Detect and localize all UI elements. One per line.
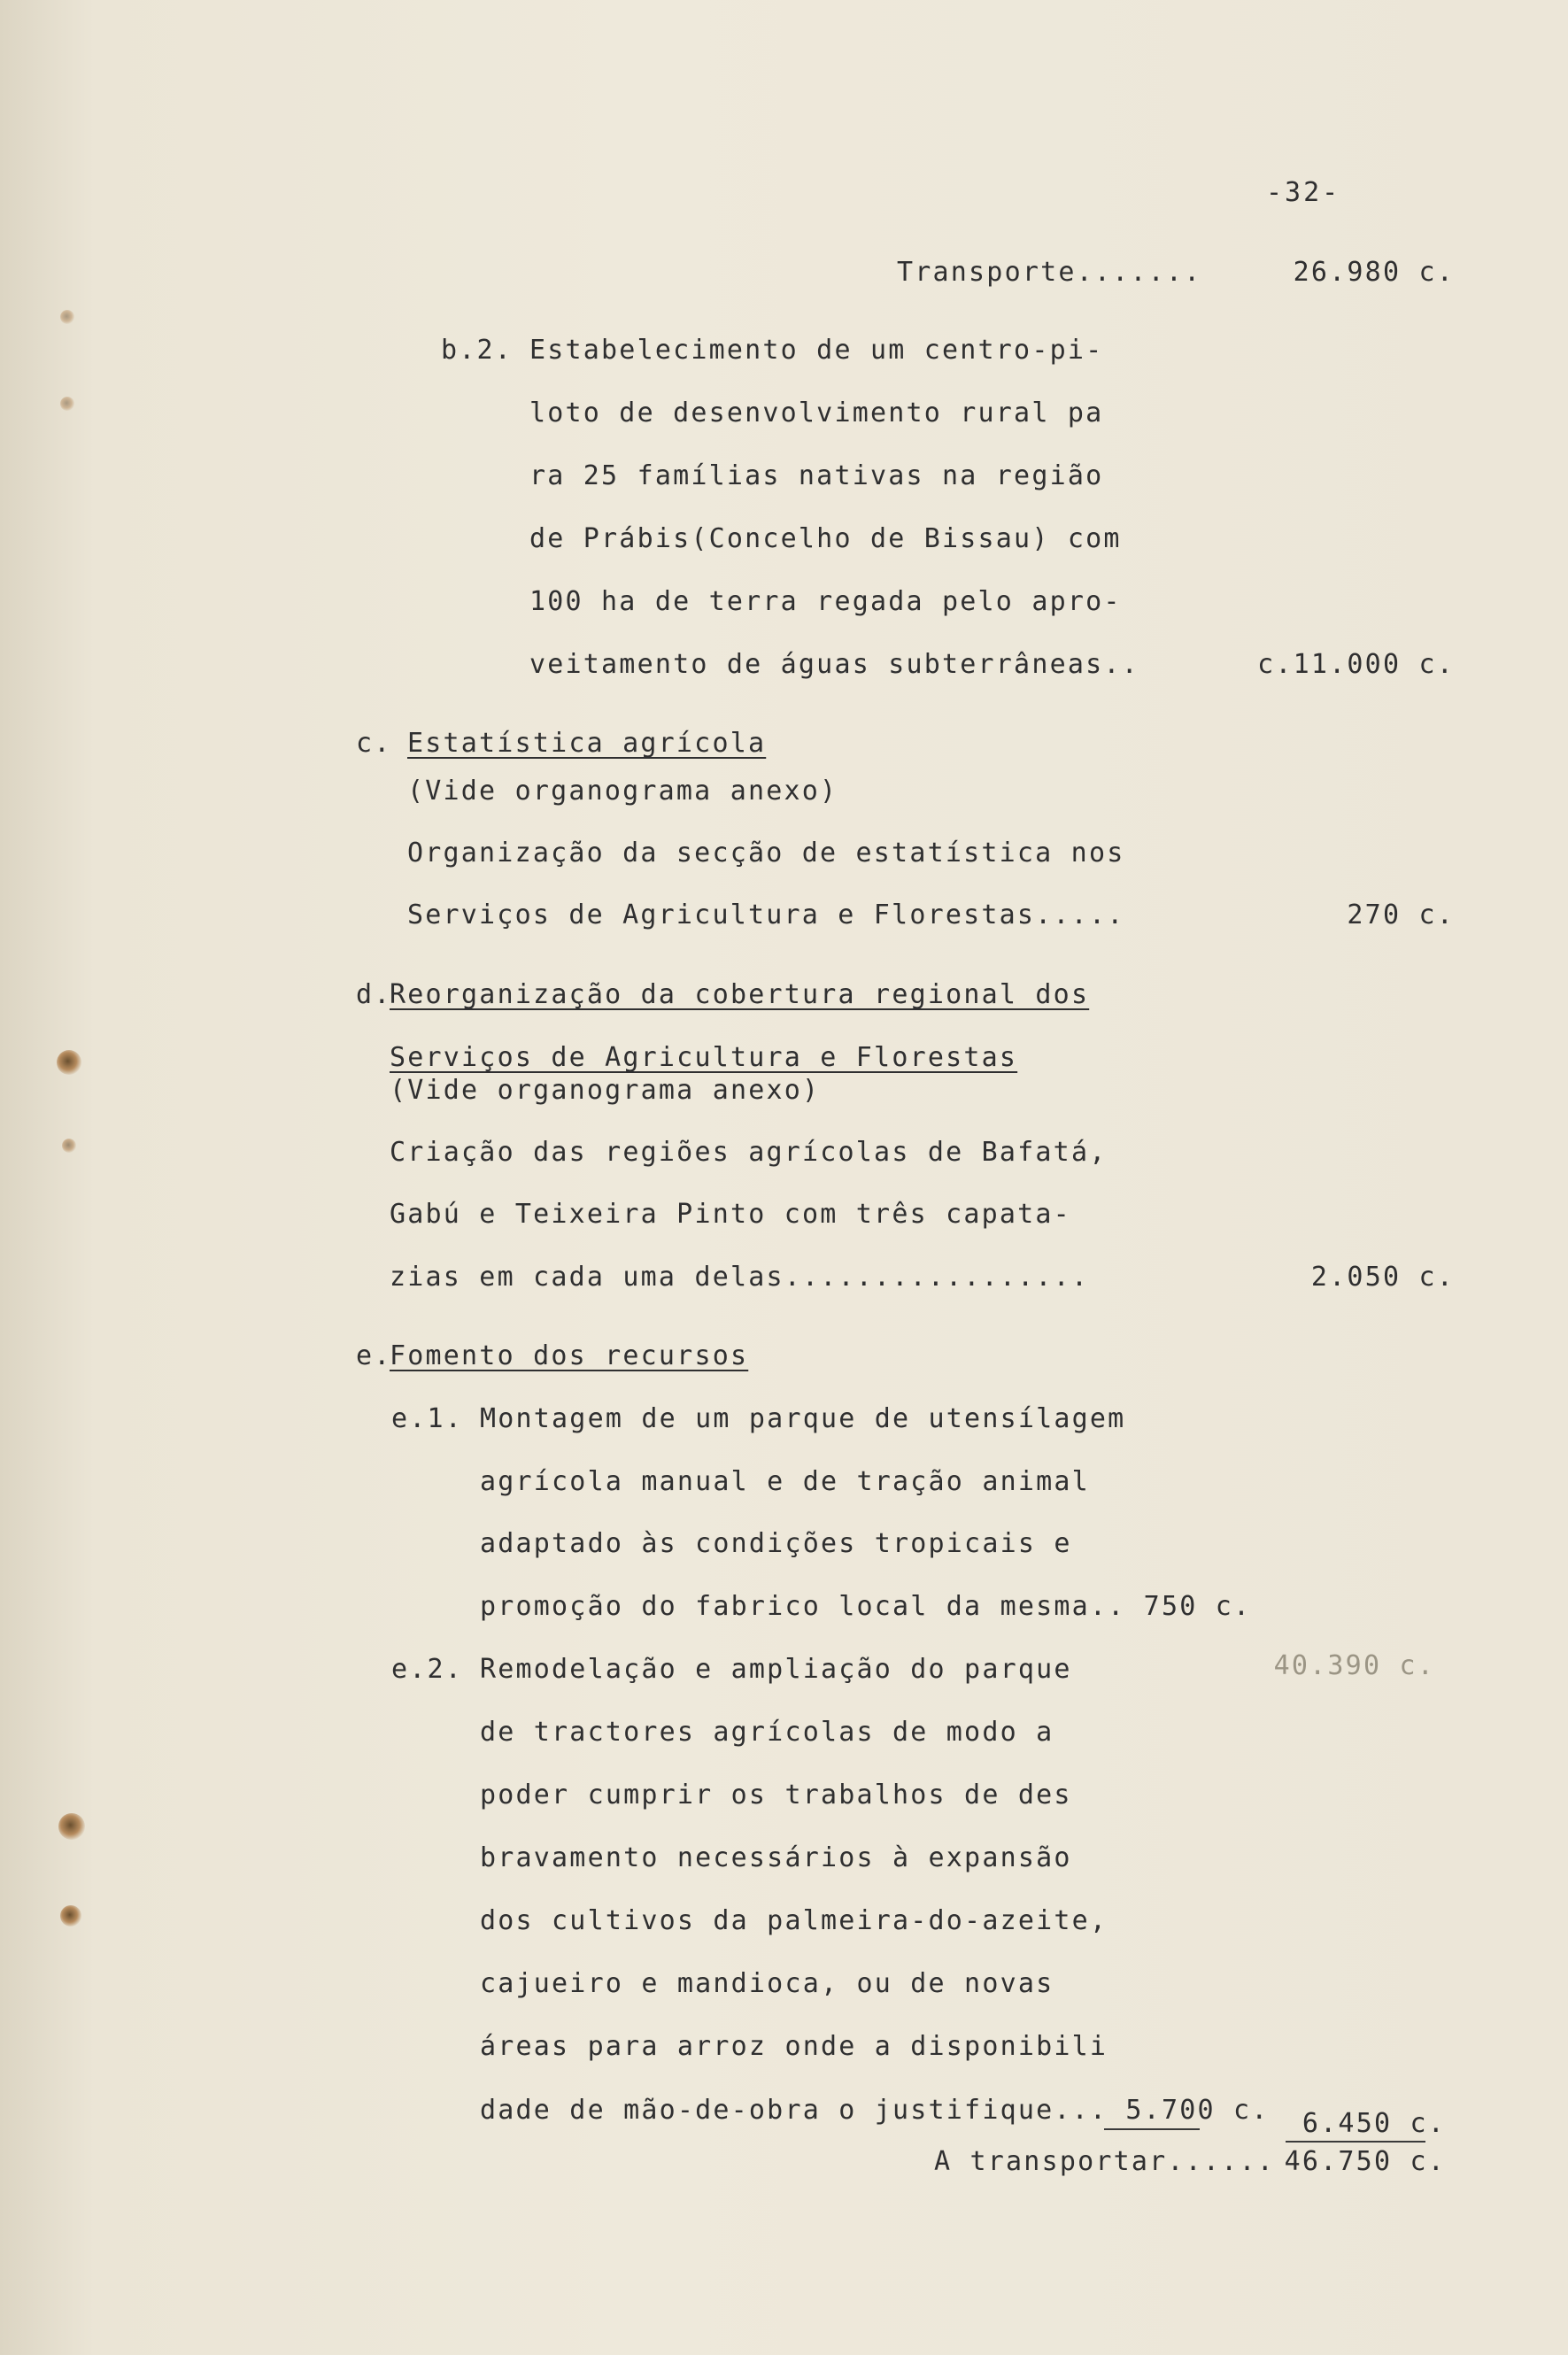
d-line: zias em cada uma delas.................	[390, 1262, 1090, 1293]
e2-line: dade de mão-de-obra o justifique... 5.700 c.	[480, 2095, 1270, 2126]
a-transportar-value: 46.750 c.	[1284, 2146, 1446, 2177]
d-title: Serviços de Agricultura e Florestas	[390, 1042, 1018, 1073]
total-rule	[1286, 2141, 1425, 2143]
b2-line: veitamento de águas subterrâneas..	[529, 649, 1139, 680]
d-value: 2.050 c.	[1310, 1262, 1455, 1293]
page-number: -32-	[1266, 177, 1341, 208]
subtotal-underline	[1104, 2128, 1200, 2130]
c-line: Organização da secção de estatística nos	[407, 838, 1125, 869]
b2-line: de Prábis(Concelho de Bissau) com	[529, 523, 1122, 554]
c-marker: c.	[356, 728, 392, 759]
e-marker: e.	[356, 1340, 392, 1371]
b2-marker: b.2.	[441, 335, 514, 366]
d-line: Criação das regiões agrícolas de Bafatá,	[390, 1137, 1108, 1168]
e1-line: agrícola manual e de tração animal	[480, 1466, 1090, 1497]
b2-line: loto de desenvolvimento rural pa	[529, 398, 1104, 429]
binder-hole	[60, 1905, 81, 1926]
e1-line: adaptado às condições tropicais e	[480, 1528, 1072, 1559]
c-title: Estatística agrícola	[407, 728, 767, 759]
a-transportar-label: A transportar......	[934, 2146, 1275, 2177]
binder-hole	[60, 397, 74, 411]
e2-marker: e.2.	[391, 1654, 464, 1685]
transporte-value: 26.980 c.	[1293, 257, 1455, 288]
b2-line: Estabelecimento de um centro-pi-	[529, 335, 1104, 366]
e1-line: promoção do fabrico local da mesma.. 750 c.	[480, 1591, 1252, 1622]
d-line: Gabú e Teixeira Pinto com três capata-	[390, 1199, 1071, 1230]
binder-hole	[62, 1139, 76, 1153]
c-line: Serviços de Agricultura e Florestas.....	[407, 900, 1125, 930]
b2-line: 100 ha de terra regada pelo apro-	[529, 586, 1122, 617]
e2-line: áreas para arroz onde a disponibili	[480, 2031, 1108, 2062]
e2-line: cajueiro e mandioca, ou de novas	[480, 1968, 1054, 1999]
c-line: (Vide organograma anexo)	[407, 776, 838, 807]
d-title: Reorganização da cobertura regional dos	[390, 979, 1090, 1010]
c-value: 270 c.	[1347, 900, 1455, 930]
e2-value: 6.450 c.	[1302, 2108, 1446, 2139]
d-marker: d.	[356, 979, 392, 1010]
e2-line: de tractores agrícolas de modo a	[480, 1717, 1054, 1748]
transporte-label: Transporte.......	[897, 257, 1202, 288]
binder-hole	[58, 1813, 85, 1840]
e-title: Fomento dos recursos	[390, 1340, 749, 1371]
b2-line: ra 25 famílias nativas na região	[529, 460, 1104, 491]
binder-hole	[60, 310, 74, 324]
d-line: (Vide organograma anexo)	[390, 1075, 821, 1106]
e2-faint-value: 40.390 c.	[1273, 1650, 1435, 1681]
e2-line: Remodelação e ampliação do parque	[480, 1654, 1072, 1685]
e2-line: bravamento necessários à expansão	[480, 1842, 1072, 1873]
binder-hole	[57, 1050, 81, 1075]
e2-line: poder cumprir os trabalhos de des	[480, 1780, 1072, 1811]
b2-value: c.11.000 c.	[1257, 649, 1455, 680]
e2-line: dos cultivos da palmeira-do-azeite,	[480, 1905, 1108, 1936]
e1-line: Montagem de um parque de utensílagem	[480, 1403, 1126, 1434]
e1-marker: e.1.	[391, 1403, 464, 1434]
